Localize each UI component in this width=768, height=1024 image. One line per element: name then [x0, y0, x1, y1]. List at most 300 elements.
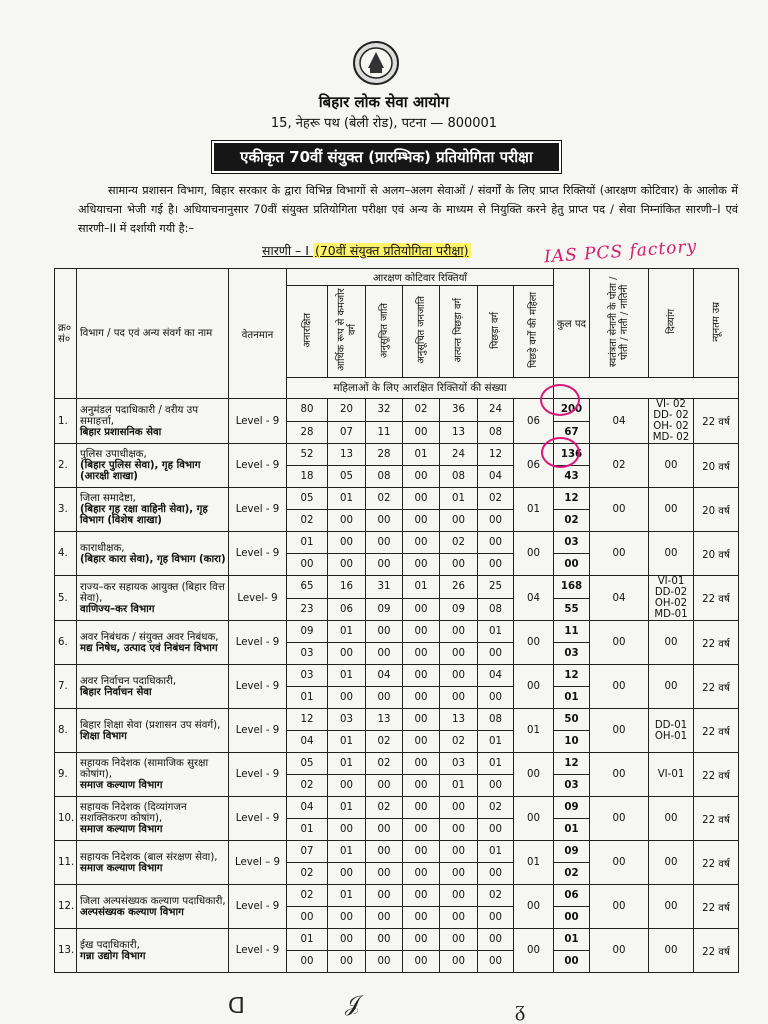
row-total: [554, 709, 590, 731]
general-vacancy-cell-text: 00: [340, 537, 353, 548]
row-disabled: [649, 797, 694, 841]
general-vacancy-cell: [287, 753, 328, 775]
row-ff-text: 00: [612, 813, 626, 824]
women-vacancy-cell: [478, 819, 514, 841]
row-dept: [77, 576, 229, 621]
row-disabled-text: 00: [664, 504, 678, 515]
row-ff: [590, 709, 649, 753]
women-vacancy-cell-text: 00: [489, 515, 502, 526]
women-vacancy-cell: [440, 687, 478, 709]
general-vacancy-cell: [478, 841, 514, 863]
women-vacancy-cell: [328, 643, 366, 665]
general-vacancy-cell-text: 00: [377, 934, 391, 945]
general-vacancy-cell-text: 02: [300, 890, 314, 901]
row-disabled-text: 00: [664, 857, 678, 868]
general-vacancy-cell-text: 28: [377, 449, 391, 460]
row-pay: [229, 885, 287, 929]
women-vacancy-cell: [328, 421, 366, 444]
women-vacancy-cell-text: 00: [452, 956, 465, 967]
general-vacancy-cell-text: 00: [452, 846, 465, 857]
row-sn-text: 12.: [58, 901, 75, 912]
women-vacancy-cell-text: 00: [414, 603, 428, 615]
row-disabled: [649, 576, 694, 621]
women-vacancy-cell: [478, 731, 514, 753]
women-vacancy-cell: [478, 510, 514, 532]
general-vacancy-cell-text: 07: [300, 846, 314, 857]
row-disabled: [649, 753, 694, 797]
row-pay: [229, 399, 287, 444]
row-pay: [229, 488, 287, 532]
row-ff-text: 00: [612, 504, 626, 515]
women-vacancy-cell: [403, 951, 440, 973]
row-dept: [77, 709, 229, 753]
row-age-text: 22 वर्ष: [702, 594, 730, 605]
row-sn: [55, 665, 77, 709]
header-age: [694, 269, 739, 378]
women-vacancy-cell: [287, 819, 328, 841]
general-vacancy-cell-text: 00: [414, 670, 428, 681]
women-vacancy-cell: [366, 598, 403, 621]
row-pay-text: Level - 9: [235, 769, 280, 780]
dept-service: वाणिज्य–कर विभाग: [80, 603, 155, 615]
header-category-text: अत्यन्त पिछड़ा वर्ग: [453, 297, 464, 363]
row-total: [554, 532, 590, 554]
row-pay-text: Level - 9: [235, 681, 280, 692]
general-vacancy-cell: [287, 621, 328, 643]
women-vacancy-cell-text: 00: [377, 912, 391, 923]
women-vacancy-cell: [366, 907, 403, 929]
women-note: [287, 378, 554, 399]
general-vacancy-cell-text: 02: [489, 890, 502, 901]
row-disabled-text: 00: [664, 945, 678, 956]
row-age: [694, 532, 739, 576]
women-vacancy-cell-text: 00: [377, 648, 391, 659]
row-pay-text: Level - 9: [235, 504, 280, 515]
general-vacancy-cell: [366, 621, 403, 643]
general-vacancy-cell: [478, 709, 514, 731]
general-vacancy-cell: [440, 929, 478, 951]
women-vacancy-cell-text: 02: [300, 868, 314, 879]
row-disabled-text: 00: [664, 681, 678, 692]
women-vacancy-cell-text: 01: [489, 736, 502, 747]
general-vacancy-cell-text: 36: [452, 404, 465, 416]
dept-service: शिक्षा विभाग: [80, 730, 127, 742]
general-vacancy-cell-text: 01: [340, 493, 353, 504]
women-vacancy-cell: [328, 598, 366, 621]
women-vacancy-cell: [366, 466, 403, 488]
row-dept: [77, 488, 229, 532]
row-pay: [229, 709, 287, 753]
row-age: [694, 797, 739, 841]
women-vacancy-cell-text: 08: [377, 471, 391, 482]
women-vacancy-cell: [403, 466, 440, 488]
general-vacancy-cell-text: 08: [489, 714, 502, 725]
general-vacancy-cell: [328, 841, 366, 863]
general-vacancy-cell: [328, 709, 366, 731]
women-vacancy-cell: [366, 863, 403, 885]
general-vacancy-cell-text: 01: [340, 626, 353, 637]
row-total-women: [554, 643, 590, 665]
row-bcw-text: 04: [527, 592, 540, 604]
row-age-text: 22 वर्ष: [702, 858, 730, 870]
row-dept: [77, 753, 229, 797]
women-vacancy-cell: [440, 643, 478, 665]
dept-name: बिहार शिक्षा सेवा (प्रशासन उप संवर्ग),: [80, 719, 221, 731]
row-bcw-text: 00: [527, 637, 540, 648]
women-vacancy-cell: [403, 687, 440, 709]
dept-name: ईख पदाधिकारी,: [80, 939, 140, 951]
row-disabled-text: VI-01 DD-02 OH-02 MD-01: [654, 576, 688, 620]
row-sn-text: 13.: [58, 945, 75, 956]
row-dept: [77, 532, 229, 576]
row-sn-text: 9.: [58, 769, 68, 780]
row-total-text: 200: [560, 404, 583, 416]
row-total-women: [554, 731, 590, 753]
row-ff-text: 00: [612, 945, 626, 956]
women-vacancy-cell-text: 00: [340, 515, 353, 526]
general-vacancy-cell-text: 00: [377, 626, 391, 637]
row-age: [694, 753, 739, 797]
row-age: [694, 665, 739, 709]
row-ff-text: 00: [612, 548, 626, 559]
women-vacancy-cell: [478, 775, 514, 797]
general-vacancy-cell-text: 02: [377, 802, 391, 813]
row-ff: [590, 399, 649, 444]
row-total: [554, 885, 590, 907]
general-vacancy-cell: [440, 444, 478, 466]
general-vacancy-cell-text: 02: [414, 404, 428, 416]
dept-name: जिला समादेष्टा,: [80, 493, 136, 504]
general-vacancy-cell-text: 01: [340, 890, 353, 901]
row-disabled-text: 00: [664, 637, 678, 648]
women-vacancy-cell: [403, 907, 440, 929]
row-age-text: 22 वर्ष: [702, 814, 730, 826]
women-vacancy-cell: [440, 554, 478, 576]
row-total-women: [554, 819, 590, 841]
row-ff-text: 00: [612, 857, 626, 868]
general-vacancy-cell-text: 52: [300, 449, 314, 460]
women-vacancy-cell-text: 00: [452, 559, 465, 570]
women-vacancy-cell-text: 00: [377, 692, 391, 703]
row-ff: [590, 797, 649, 841]
general-vacancy-cell-text: 00: [452, 934, 465, 945]
general-vacancy-cell: [287, 488, 328, 510]
general-vacancy-cell: [366, 488, 403, 510]
row-ff-text: 04: [612, 415, 626, 427]
general-vacancy-cell-text: 13: [377, 714, 391, 725]
women-vacancy-cell: [440, 775, 478, 797]
table-row: [55, 797, 739, 819]
women-vacancy-cell: [403, 421, 440, 444]
header-pay-text: वेतनमान: [241, 329, 274, 341]
women-vacancy-cell: [287, 775, 328, 797]
general-vacancy-cell-text: 80: [300, 404, 314, 416]
row-pay-text: Level - 9: [235, 945, 280, 956]
row-disabled: [649, 488, 694, 532]
general-vacancy-cell-text: 12: [489, 449, 502, 460]
row-bcw: [514, 841, 554, 885]
women-vacancy-cell: [287, 687, 328, 709]
general-vacancy-cell-text: 02: [489, 802, 502, 813]
row-age: [694, 929, 739, 973]
row-pay: [229, 576, 287, 621]
dept-service: मद्य निषेध, उत्पाद एवं निबंधन विभाग: [80, 642, 218, 654]
table-row: [55, 621, 739, 643]
header-pay: [229, 269, 287, 399]
row-pay-text: Level - 9: [235, 415, 280, 427]
women-vacancy-cell-text: 09: [377, 603, 391, 615]
row-total: [554, 929, 590, 951]
row-sn-text: 8.: [58, 725, 68, 736]
general-vacancy-cell-text: 01: [489, 626, 502, 637]
general-vacancy-cell: [440, 885, 478, 907]
dept-service: अल्पसंख्यक कल्याण विभाग: [80, 906, 184, 918]
general-vacancy-cell: [366, 444, 403, 466]
dept-name: अवर निबंधक / संयुक्त अवर निबंधक,: [80, 631, 219, 643]
bpsc-emblem: [352, 40, 400, 86]
row-disabled: [649, 621, 694, 665]
general-vacancy-cell-text: 00: [414, 846, 428, 857]
women-vacancy-cell: [287, 907, 328, 929]
row-pay-text: Level - 9: [235, 725, 280, 736]
women-vacancy-cell-text: 00: [377, 559, 391, 570]
row-dept: [77, 885, 229, 929]
row-bcw-text: 00: [527, 548, 540, 559]
exam-title-banner: एकीकृत 70वीं संयुक्त (प्रारम्भिक) प्रतियोगिता परीक्षा: [212, 141, 561, 173]
header-category: [328, 286, 366, 378]
row-age-text: 22 वर्ष: [702, 417, 730, 428]
row-pay-text: Level – 9: [235, 857, 280, 868]
general-vacancy-cell-text: 25: [489, 581, 502, 593]
women-vacancy-cell: [440, 466, 478, 488]
table-row: [55, 399, 739, 422]
row-age: [694, 621, 739, 665]
row-ff-text: 00: [612, 637, 626, 648]
general-vacancy-cell: [287, 532, 328, 554]
general-vacancy-cell: [366, 532, 403, 554]
women-vacancy-cell-text: 13: [452, 426, 465, 438]
row-total-women-text: 55: [564, 603, 579, 615]
row-pay-text: Level - 9: [235, 901, 280, 912]
general-vacancy-cell-text: 05: [300, 758, 314, 769]
general-vacancy-cell-text: 00: [414, 626, 428, 637]
women-vacancy-cell: [328, 554, 366, 576]
dept-service: (बिहार कारा सेवा), गृह विभाग (कारा): [80, 553, 226, 565]
general-vacancy-cell-text: 00: [452, 802, 465, 813]
women-vacancy-cell-text: 00: [377, 824, 391, 835]
table-row: [55, 929, 739, 951]
general-vacancy-cell: [440, 621, 478, 643]
general-vacancy-cell: [478, 929, 514, 951]
row-age: [694, 841, 739, 885]
general-vacancy-cell: [328, 885, 366, 907]
row-ff: [590, 576, 649, 621]
women-vacancy-cell-text: 00: [340, 780, 353, 791]
row-ff: [590, 621, 649, 665]
table-row: [55, 488, 739, 510]
row-bcw: [514, 488, 554, 532]
women-vacancy-cell-text: 00: [489, 780, 502, 791]
row-bcw-text: 00: [527, 769, 540, 780]
row-bcw-text: 01: [527, 725, 540, 736]
row-bcw-text: 06: [527, 415, 540, 427]
header-category: [478, 286, 514, 378]
row-dept: [77, 665, 229, 709]
row-ff: [590, 665, 649, 709]
row-pay-text: Level- 9: [237, 592, 278, 604]
women-vacancy-cell-text: 28: [300, 426, 314, 438]
row-sn: [55, 797, 77, 841]
women-vacancy-cell-text: 00: [414, 824, 428, 835]
general-vacancy-cell: [287, 797, 328, 819]
general-vacancy-cell-text: 02: [377, 758, 391, 769]
header-category: [440, 286, 478, 378]
general-vacancy-cell-text: 01: [340, 758, 353, 769]
general-vacancy-cell: [287, 444, 328, 466]
row-age: [694, 488, 739, 532]
row-ff-text: 00: [612, 681, 626, 692]
general-vacancy-cell-text: 01: [340, 846, 353, 857]
header-reserved-group-text: आरक्षण कोटिवार रिक्तियाँ: [373, 273, 467, 284]
women-note-text: महिलाओं के लिए आरक्षित रिक्तियों की संख्या: [333, 382, 507, 394]
women-vacancy-cell-text: 00: [489, 559, 502, 570]
header-category: [514, 286, 554, 378]
general-vacancy-cell: [366, 753, 403, 775]
women-vacancy-cell: [403, 863, 440, 885]
women-vacancy-cell-text: 01: [300, 692, 314, 703]
signature-1: ᗡ: [228, 994, 245, 1019]
row-sn: [55, 841, 77, 885]
row-sn-text: 11.: [58, 857, 75, 868]
women-vacancy-cell: [440, 907, 478, 929]
women-vacancy-cell: [403, 510, 440, 532]
women-vacancy-cell-text: 00: [489, 912, 502, 923]
general-vacancy-cell-text: 04: [489, 670, 502, 681]
row-age: [694, 576, 739, 621]
women-vacancy-cell-text: 04: [300, 736, 314, 747]
header-freedom-fighter-text: स्वतंत्रता सेनानी के पोता / पोती / नाती / नातिनी: [608, 276, 630, 367]
general-vacancy-cell: [287, 841, 328, 863]
women-vacancy-cell-text: 11: [377, 426, 391, 438]
row-total-women: [554, 863, 590, 885]
general-vacancy-cell-text: 26: [452, 581, 465, 593]
header-category-text: पिछड़े वर्गों की महिला: [528, 292, 539, 368]
row-sn-text: 10.: [58, 813, 75, 824]
women-vacancy-cell-text: 09: [452, 603, 465, 615]
row-age-text: 20 वर्ष: [702, 461, 730, 473]
dept-name: सहायक निदेशक (बाल संरक्षण सेवा),: [80, 851, 218, 863]
general-vacancy-cell: [366, 709, 403, 731]
table-row: [55, 709, 739, 731]
women-vacancy-cell: [366, 731, 403, 753]
women-vacancy-cell-text: 18: [300, 471, 314, 482]
row-pay: [229, 621, 287, 665]
row-sn: [55, 709, 77, 753]
row-sn: [55, 885, 77, 929]
women-vacancy-cell: [478, 687, 514, 709]
header-category-text: पिछड़ा वर्ग: [490, 311, 501, 349]
row-ff-text: 00: [612, 901, 626, 912]
women-vacancy-cell-text: 00: [300, 559, 314, 570]
row-age-text: 20 वर्ष: [702, 549, 730, 561]
women-vacancy-cell: [478, 951, 514, 973]
row-disabled: [649, 929, 694, 973]
row-sn: [55, 621, 77, 665]
women-vacancy-cell: [478, 907, 514, 929]
general-vacancy-cell-text: 03: [452, 758, 465, 769]
general-vacancy-cell-text: 05: [300, 493, 314, 504]
general-vacancy-cell-text: 13: [452, 714, 465, 725]
header-dept-text: विभाग / पद एवं अन्य संवर्ग का नाम: [80, 328, 213, 339]
general-vacancy-cell-text: 04: [300, 802, 314, 813]
row-bcw-text: 00: [527, 901, 540, 912]
women-vacancy-cell-text: 08: [489, 426, 502, 438]
table-row: [55, 665, 739, 687]
women-vacancy-cell: [478, 863, 514, 885]
row-total-text: 03: [564, 537, 579, 548]
row-pay: [229, 753, 287, 797]
handwritten-annotation: IAS PCS factory: [543, 236, 698, 268]
dept-name: काराधीक्षक,: [80, 542, 125, 554]
row-age-text: 20 वर्ष: [702, 505, 730, 517]
header-reserved-group: [287, 269, 554, 286]
org-name: बिहार लोक सेवा आयोग: [318, 93, 450, 111]
row-total-text: 168: [560, 581, 583, 593]
general-vacancy-cell-text: 01: [340, 670, 353, 681]
general-vacancy-cell: [440, 488, 478, 510]
women-vacancy-cell-text: 00: [452, 824, 465, 835]
women-vacancy-cell-text: 03: [300, 648, 314, 659]
row-age-text: 22 वर्ष: [702, 902, 730, 914]
general-vacancy-cell: [478, 488, 514, 510]
org-address: 15, नेहरू पथ (बेली रोड), पटना — 800001: [270, 116, 498, 131]
general-vacancy-cell: [287, 576, 328, 599]
women-vacancy-cell-text: 00: [340, 912, 353, 923]
header-disabled: [649, 269, 694, 378]
row-bcw: [514, 621, 554, 665]
women-vacancy-cell-text: 00: [414, 559, 428, 570]
women-vacancy-cell-text: 00: [340, 559, 353, 570]
row-ff: [590, 532, 649, 576]
women-vacancy-cell-text: 00: [377, 780, 391, 791]
women-vacancy-cell: [478, 466, 514, 488]
header-sn-text: क्र० सं०: [58, 322, 72, 345]
women-vacancy-cell-text: 08: [452, 471, 465, 482]
women-vacancy-cell-text: 00: [489, 648, 502, 659]
row-dept: [77, 399, 229, 444]
women-vacancy-cell-text: 00: [414, 736, 428, 747]
women-vacancy-cell-text: 00: [452, 515, 465, 526]
header-age-text: न्यूनतम उम्र: [710, 301, 722, 342]
dept-service: समाज कल्याण विभाग: [80, 780, 163, 791]
women-vacancy-cell-text: 02: [377, 736, 391, 747]
women-vacancy-cell-text: 00: [489, 868, 502, 879]
general-vacancy-cell: [478, 532, 514, 554]
row-sn-text: 2.: [58, 460, 68, 471]
row-bcw-text: 00: [527, 813, 540, 824]
general-vacancy-cell: [403, 797, 440, 819]
header-row: [55, 269, 739, 286]
row-sn-text: 4.: [58, 548, 68, 559]
women-vacancy-cell-text: 00: [300, 956, 314, 967]
row-bcw: [514, 576, 554, 621]
row-ff: [590, 488, 649, 532]
row-disabled-text: 00: [664, 813, 678, 824]
women-vacancy-cell-text: 00: [414, 471, 428, 482]
women-vacancy-cell-text: 00: [452, 648, 465, 659]
table-row: [55, 576, 739, 599]
header-category-text: अनारक्षित: [301, 312, 313, 348]
